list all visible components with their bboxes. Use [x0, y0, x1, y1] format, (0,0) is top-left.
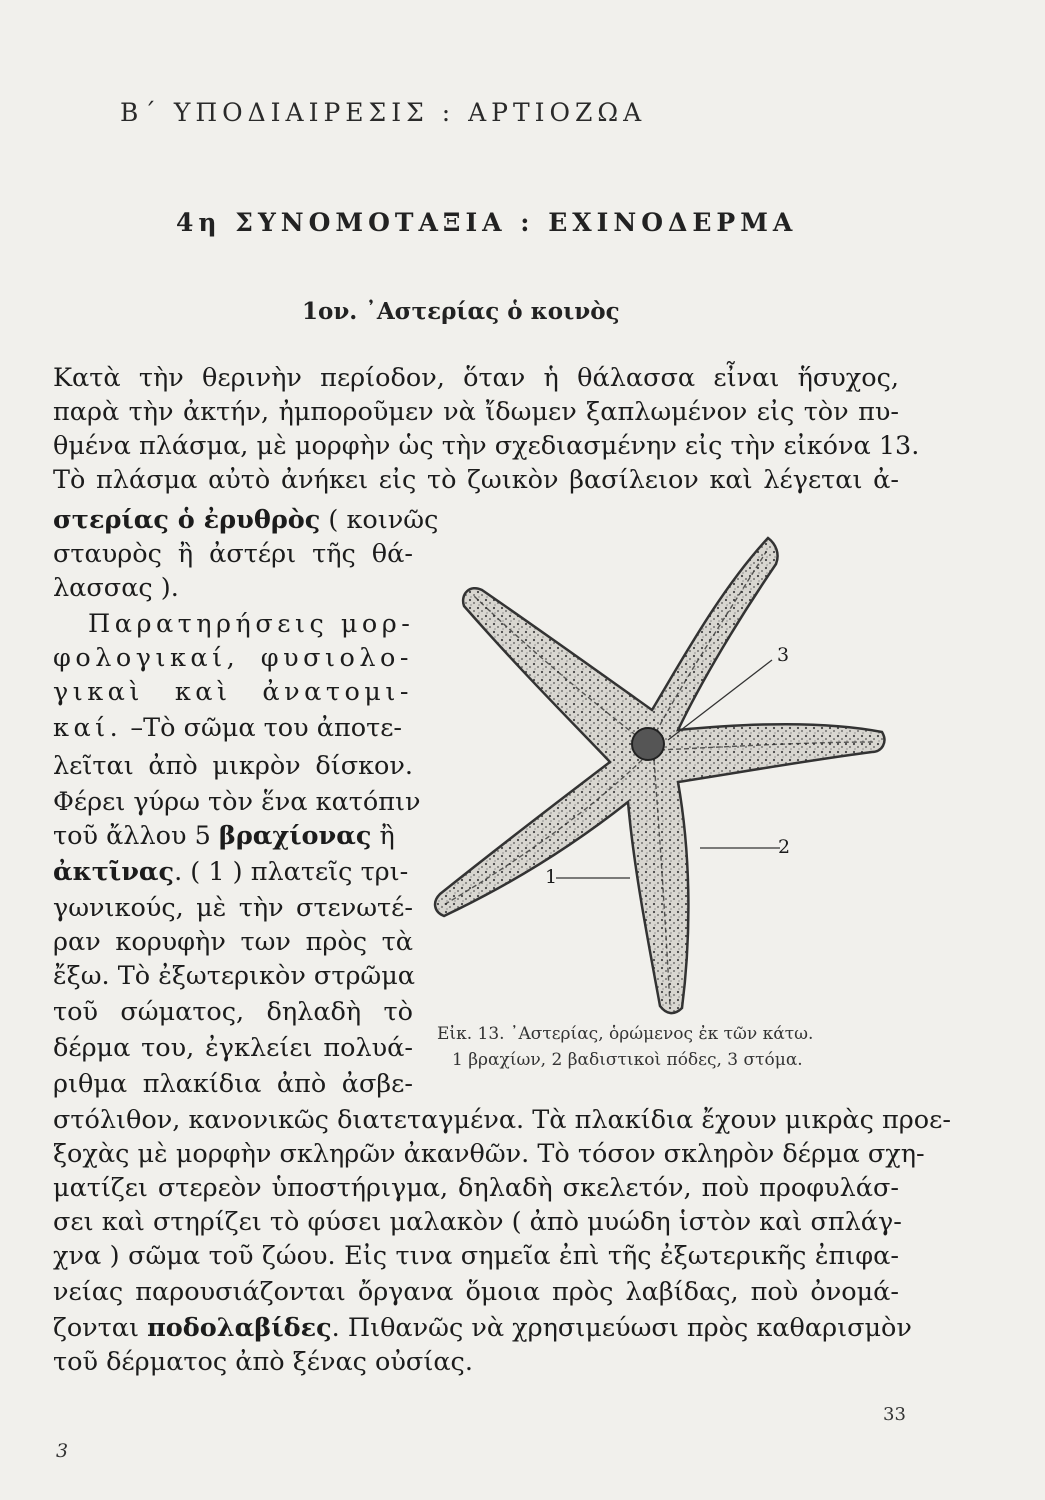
text-line: τοῦ σώματος, δηλαδὴ τὸ	[53, 997, 413, 1027]
text-line	[53, 712, 402, 744]
starfish-illustration	[420, 510, 900, 1030]
phylum-heading: 4η ΣΥΝΟΜΟΤΑΞΙΑ : ΕΧΙΝΟΔΕΡΜΑ	[176, 208, 798, 237]
text-line	[53, 504, 438, 536]
text-line: τοῦ δέρματος ἀπὸ ξένας οὐσίας.	[53, 1347, 473, 1377]
text-line: ριθμα πλακίδια ἀπὸ ἀσβε-	[53, 1069, 413, 1099]
subsection-heading-end: καί.	[53, 713, 123, 743]
term-red-starfish: στερίας ὁ ἐρυθρὸς	[53, 505, 321, 535]
text-span: ( κοινῶς	[320, 505, 439, 535]
text-line: ραν κορυφὴν των πρὸς τὰ	[53, 927, 413, 957]
subsection-heading: γικαὶ καὶ ἀνατομι-	[53, 677, 413, 707]
text-line: Τὸ πλάσμα αὐτὸ ἀνήκει εἰς τὸ ζωικὸν βασίλειον καὶ λέγεται ἀ-	[53, 465, 899, 495]
text-span: . ( 1 ) πλατεῖς τρι-	[174, 857, 409, 887]
text-line: σταυρὸς ἢ ἀστέρι τῆς θά-	[53, 539, 413, 569]
figure-caption-line2: 1 βραχίων, 2 βαδιστικοὶ πόδες, 3 στόμα.	[452, 1050, 803, 1070]
text-line: σει καὶ στηρίζει τὸ φύσει μαλακὸν ( ἀπὸ μυώδη ἱστὸν καὶ σπλάγ-	[53, 1207, 902, 1237]
subsection-heading: Παρατηρήσεις μορ-	[88, 609, 415, 639]
text-line: ἔξω. Τὸ ἐξωτερικὸν στρῶμα	[53, 961, 416, 991]
text-line: δέρμα του, ἐγκλείει πολυά-	[53, 1033, 413, 1063]
starfish-body	[435, 538, 884, 1013]
text-line: παρὰ τὴν ἀκτήν, ἠμποροῦμεν νὰ ἴδωμεν ξαπλωμένον εἰς τὸν πυ-	[53, 397, 899, 427]
text-line	[53, 1312, 912, 1344]
page-number: 33	[883, 1404, 906, 1425]
term-pedicellariae: ποδολαβίδες	[147, 1313, 332, 1343]
term-rays: ἀκτῖνας	[53, 857, 175, 887]
text-line: ξοχὰς μὲ μορφὴν σκληρῶν ἀκανθῶν. Τὸ τόσον σκληρὸν δέρμα σχη-	[53, 1139, 925, 1169]
term-arms: βραχίονας	[218, 821, 372, 851]
figure-label-feet: 2	[778, 836, 791, 858]
text-line: χνα ) σῶμα τοῦ ζώου. Εἰς τινα σημεῖα ἐπὶ τῆς ἐξωτερικῆς ἐπιφα-	[53, 1241, 899, 1271]
text-line: ματίζει στερεὸν ὑποστήριγμα, δηλαδὴ σκελετόν, ποὺ προφυλάσ-	[53, 1173, 899, 1203]
text-span: τοῦ ἄλλου 5	[53, 821, 219, 851]
text-line: λασσας ).	[53, 573, 179, 603]
text-line: λεῖται ἀπὸ μικρὸν δίσκον.	[53, 751, 413, 781]
figure-label-arm: 1	[545, 866, 558, 888]
text-span: . Πιθανῶς νὰ χρησιμεύωσι πρὸς καθαρισμὸν	[331, 1313, 912, 1343]
text-span: –Τὸ σῶμα του ἀποτε-	[122, 713, 403, 743]
text-line	[53, 856, 408, 888]
subdivision-heading: Β΄ ΥΠΟΔΙΑΙΡΕΣΙΣ : ΑΡΤΙΟΖΩΑ	[120, 98, 647, 127]
figure-caption-line1: Εἰκ. 13. ᾿Αστερίας, ὁρώμενος ἐκ τῶν κάτω.	[437, 1024, 814, 1044]
text-span: ἢ	[371, 821, 395, 851]
text-line	[53, 820, 395, 852]
signature-mark: 3	[56, 1440, 69, 1462]
text-line: νείας παρουσιάζονται ὄργανα ὅμοια πρὸς λαβίδας, ποὺ ὀνομά-	[53, 1277, 899, 1307]
text-line: στόλιθον, κανονικῶς διατεταγμένα. Τὰ πλακίδια ἔχουν μικρὰς προε-	[53, 1105, 951, 1135]
text-line: θμένα πλάσμα, μὲ μορφὴν ὡς τὴν σχεδιασμένην εἰς τὴν εἰκόνα 13.	[53, 431, 920, 461]
subsection-heading: φολογικαί, φυσιολο-	[53, 643, 413, 673]
text-line: Φέρει γύρω τὸν ἕνα κατόπιν	[53, 787, 421, 817]
figure-label-mouth: 3	[777, 644, 790, 666]
text-line: γωνικούς, μὲ τὴν στενωτέ-	[53, 893, 413, 923]
text-line: Κατὰ τὴν θερινὴν περίοδον, ὅταν ἡ θάλασσα εἶναι ἥσυχος,	[53, 363, 899, 393]
section-heading: 1ον. ᾿Αστερίας ὁ κοινὸς	[302, 298, 620, 325]
text-span: ζονται	[53, 1313, 148, 1343]
mouth-center	[632, 728, 664, 760]
